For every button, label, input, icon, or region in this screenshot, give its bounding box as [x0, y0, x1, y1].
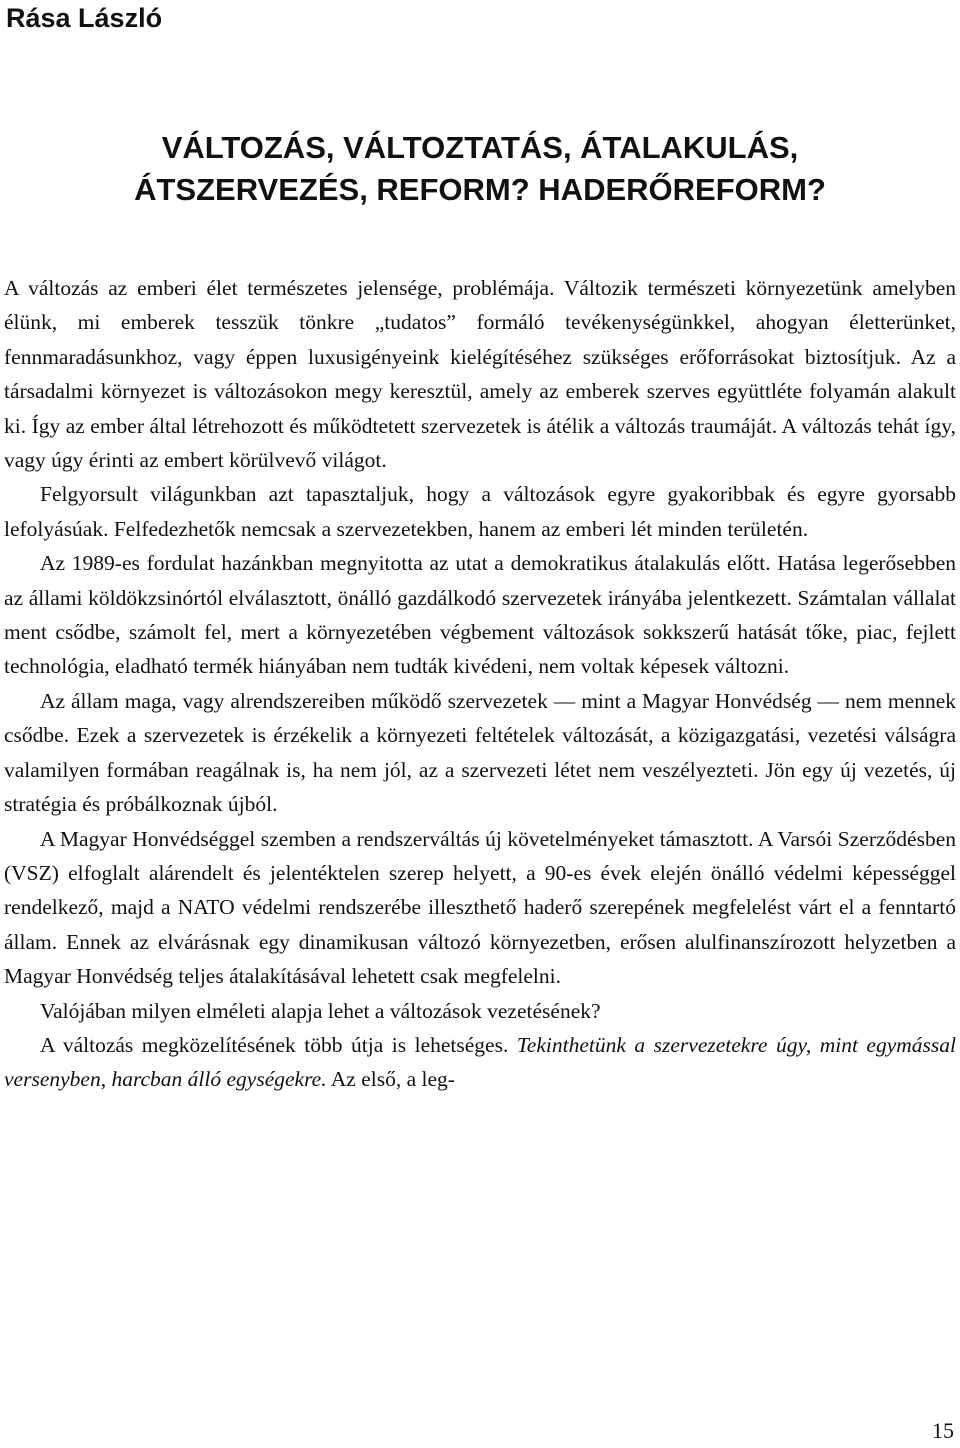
paragraph-5: A Magyar Honvédséggel szemben a rendszerváltás új követelményeket támasztott. A Varsói Szerződésben (VSZ) elfoglalt alárendelt és jelentéktelen szerep helyett, a 90-es évek elején önálló védelmi képességgel rendelkező, majd a NATO védelmi rendszerébe illeszthető haderő szerepének megfelelést várt el a fenntartó állam. Ennek az elvárásnak egy dinamikusan változó környezetben, erősen alulfinanszírozott helyzetben a Magyar Honvédség teljes átalakításával lehetett csak megfelelni. — [4, 826, 956, 989]
paragraph-7-text-2: Az első, a leg- — [326, 1067, 455, 1092]
paragraph-4: Az állam maga, vagy alrendszereiben működő szervezetek — mint a Magyar Honvédség — nem mennek csődbe. Ezek a szervezetek is érzékelik a környezeti feltételek változását, a közigazgatási, vezetési válságra valamilyen formában reagálnak is, ha nem jól, az a szervezeti létet nem veszélyezteti. Jön egy új vezetés, új stratégia és próbálkoznak újból. — [4, 688, 956, 817]
paragraph-1: A változás az emberi élet természetes jelensége, problémája. Változik természeti környezetünk amelyben élünk, mi emberek tesszük tönkre „tudatos” formáló tevékenységünkkel, ahogyan életterünket, fennmaradásunkhoz, vagy éppen luxusigényeink kielégítéséhez szükséges erőforrásokat biztosítjuk. Az a társadalmi környezet is változásokon megy keresztül, amely az emberek szerves együttléte folyamán alakult ki. Így az ember által létrehozott és működtetett szervezetek is átélik a változás traumáját. A változás tehát így, vagy úgy érinti az embert körülvevő világot. — [4, 276, 956, 473]
article-title — [0, 127, 960, 211]
paragraph-3: Az 1989-es fordulat hazánkban megnyitotta az utat a demokratikus átalakulás előtt. Hatása legerősebben az állami köldökzsinórtól elválasztott, önálló gazdálkodó szervezetek irányába jelentkezett. Számtalan vállalat ment csődbe, számolt fel, mert a környezetében végbement változások sokkszerű hatását tőke, piac, fejlett technológia, eladható termék hiányában nem tudták kivédeni, nem voltak képesek változni. — [4, 551, 956, 679]
paragraph-2: Felgyorsult világunkban azt tapasztaljuk, hogy a változások egyre gyakoribbak és egyre gyorsabb lefolyásúak. Felfedezhetők nemcsak a szervezetekben, hanem az emberi lét minden területén. — [4, 482, 956, 541]
paragraph-6: Valójában milyen elméleti alapja lehet a változások vezetésének? — [40, 998, 601, 1023]
paragraph-7-italic: Tekinthetünk a szervezetekre úgy, mint egymással versenyben, harcban álló egységekre. — [4, 1032, 956, 1092]
article-body — [4, 271, 956, 1097]
title-line-1: VÁLTOZÁS, VÁLTOZTATÁS, ÁTALAKULÁS, — [161, 130, 799, 165]
page-number: 15 — [932, 1418, 954, 1443]
paragraph-7 — [4, 1028, 956, 1097]
paragraph-7-text-1: A változás megközelítésének több útja is lehetséges. — [40, 1032, 517, 1057]
title-line-2: ÁTSZERVEZÉS, REFORM? HADERŐREFORM? — [134, 172, 826, 207]
author-name: Rása László — [6, 3, 163, 33]
